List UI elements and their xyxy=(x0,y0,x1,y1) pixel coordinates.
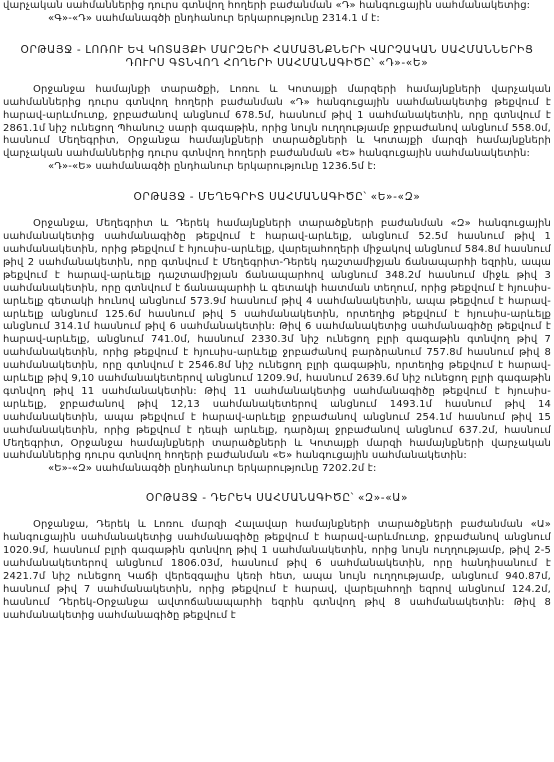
top-paragraph: վարչական սահմաններից դուրս գտնվող հողերի բաժանման «Դ» հանգուցային սահմանակետից: xyxy=(3,0,531,11)
section-body: Օրջանջա համայնքի տարածքի, Լոռու և Կոտայքի մարզերի համայնքների վարչական սահմաններից դուրս գտնվող հողերի բաժանման «Դ» հանգուցային սահմանակետից թեքվում է հարավ-արևմուտք, ջրբաժանով անցնում 678.5մ, հասնում թիվ 1 սահմանակետին, որը գտնվում է 2861.1մ նիշ ունեցող Պհանուշ սարի գագաթին, որից նույն ուղղությամբ ջրբաժանով անցնում 558.0մ, հասնում Մեղեգրիտ, Օրջանջա համայնքների տարածքների և Կոտայքի մարզի համայնքների վարչական սահմաններից դուրս գտնվող հողերի բաժանման «Ե» հանգուցային սահմանակետին: xyxy=(3,83,551,160)
spacer xyxy=(0,505,554,519)
section-e-z xyxy=(0,191,554,476)
section-body: Օրջանջա, Դերեկ և Լոռու մարզի Հալավար համայնքների տարածքների բաժանման «Ա» հանգուցային սահմանակետից սահմանագիծը թեքվում է հարավ-արևմուտք, ջրբաժանով անցնում 1020.9մ, հասնում բլրի գագաթին գտնվող թիվ 1 սահմանակետին, որից նույն ուղղությամբ, թիվ 2-5 սահմանակետերով անցնում 1806.03մ, հասնում թիվ 6 սահմանակետին, որը հանդիսանում է 2421.7մ նիշ ունեցող Կաճի վերեզգալիս կեռի հետ, ապա նույն ուղղությամբ, անցնում 940.87մ, հասնում թիվ 7 սահմանակետին, որից թեքվում է հարավ, վարելահողի եզրով անցնում 124.2մ, հասնում Դերեկ-Օրջանջա ավտոճանապարհի եզրին գտնվող թիվ 8 սահմանակետին: Թիվ 8 սահմանակետից սահմանագիծը թեքվում է xyxy=(3,519,551,621)
top-total: «Գ»-«Դ» սահմանագծի ընդհանուր երկարությունը 2314.1 մ է: xyxy=(48,12,380,24)
section-body: Օրջանջա, Մեղեգրիտ և Դերեկ համայնքների տարածքների բաժանման «Զ» հանգուցային սահմանակետից սահմանագիծը թեքվում է հարավ-արևելք, անցնում 52.5մ հասնում թիվ 1 սահմանակետին, որից թեքվում է հյուսիս-արևելք, վարելահողերի միջակով անցնում 584.8մ հասնում թիվ 2 սահմանակետին, որը գտնվում է Մեղեգրիտ-Դերեկ դաշտամիջյան ճանապարհի եզրին, ապա թեքվում է հարավ-արևելք դաշտամիջյան ճանապարհով անցնում 348.2մ հասնում միջև թիվ 3 սահմանակետին, որը գտնվում է ճանապարհի և գետակի հատման տեղում, որից թեքվում է հյուսիս-արևելք գետակի հունով անցնում 573.9մ հասնում թիվ 4 սահմանակետին, ապա թեքվում է հարավ-արևելք անցնում 125.6մ հասնում թիվ 5 սահմանակետին, որտեղից թեքվում է հյուսիս-արևելք անցնում 314.1մ հասնում թիվ 6 սահմանակետին: Թիվ 6 սահմանակետից սահմանագիծը թեքվում է հարավ-արևելք, անցնում 741.0մ, հասնում 2330.3մ նիշ ունեցող բլրի գագաթին գտնվող թիվ 7 սահմանակետին, որից թեքվում է հյուսիս-արևելք ջրբաժանով բարձրանում 757.8մ հասնում թիվ 8 սահմանակետին, որը գտնվում է 2546.8մ նիշ ունեցող բլրի գագաթին, որտեղից թեքվում է հարավ-արևելք թիվ 9,10 սահմանակետերով անցնում 1209.9մ, հասնում 2639.6մ նիշ ունեցող բլրի գագաթին գտնվող թիվ 11 սահմանակետին: Թիվ 11 սահմանակետից սահմանագիծը թեքվում է հյուսիս-արևելք, ջրբաժանով թիվ 12,13 սահմանակետերով անցնում 1493.1մ հասնում թիվ 14 սահմանակետին, ապա թեքվում է հարավ-արևելք ջրբաժանով անցնում 254.1մ հասնում թիվ 15 սահմանակետին, որից թեքվում է դեպի արևելք, դարձյալ ջրբաժանով անցնում 637.2մ, հասնում Մեղեգրիտ, Օրջանջա համայնքների տարածքների և Կոտայքի մարզի համայնքների վարչական սահմաններից դուրս գտնվող հողերի բաժանման «Ե» հանգուցային սահմանակետին: xyxy=(3,218,551,462)
spacer xyxy=(0,204,554,218)
section-d-e xyxy=(0,44,554,174)
section-heading: ՕՐԹԱՅՋ - ԴԵՐԵԿ ՍԱՀՄԱՆԱԳԻԾԸ՝ «Զ»-«Ա» xyxy=(145,492,409,505)
section-total: «Ե»-«Զ» սահմանագծի ընդհանուր երկարությունը 7202.2մ է: xyxy=(48,463,377,475)
spacer xyxy=(0,26,554,44)
section-z-a xyxy=(0,492,554,622)
spacer xyxy=(0,70,554,84)
spacer xyxy=(0,476,554,492)
section-heading: ՕՐԹԱՅՋ - ԼՈՌՈՒ ԵՎ ԿՈՏԱՅՔԻ ՄԱՐԶԵՐԻ ՀԱՄԱՅՆՔՆԵՐԻ ՎԱՐՉԱԿԱՆ ՍԱՀՄԱՆՆԵՐԻՑ ԴՈՒՐՍ ԳՏՆՎՈՂ ՀՈՂԵՐԻ ՍԱՀՄԱՆԱԳԻԾԸ՝ «Դ»-«Ե» xyxy=(20,43,534,69)
section-total: «Դ»-«Ե» սահմանագծի ընդհանուր երկարությունը 1236.5մ է: xyxy=(48,161,377,173)
spacer xyxy=(0,174,554,191)
section-heading: ՕՐԹԱՅՋ - ՄԵՂԵԳՐԻՏ ՍԱՀՄԱՆԱԳԻԾԸ՝ «Ե»-«Զ» xyxy=(133,191,421,204)
